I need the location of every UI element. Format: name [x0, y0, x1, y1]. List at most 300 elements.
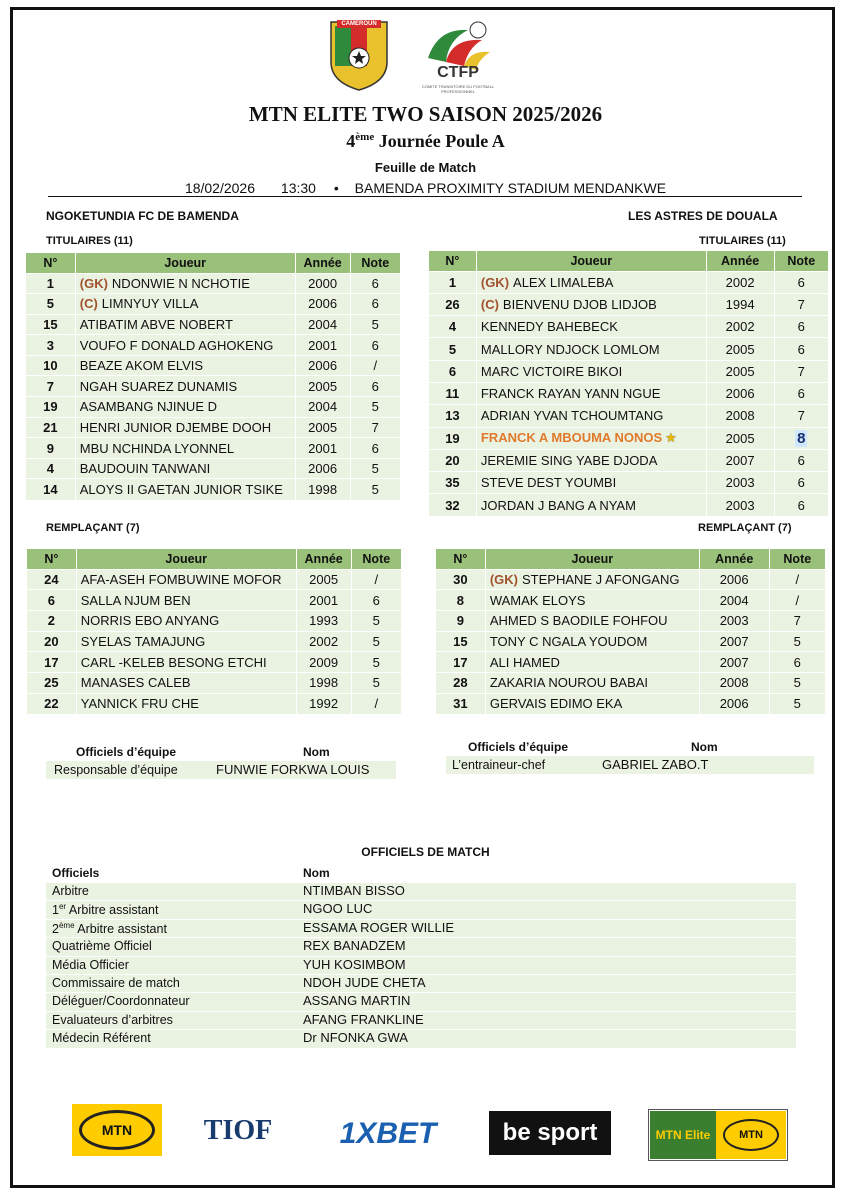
round-rest: Journée Poule A — [374, 131, 505, 151]
player-name-cell — [485, 693, 699, 714]
player-number: 15 — [26, 314, 76, 335]
player-name-cell — [485, 569, 699, 590]
player-name-cell — [476, 316, 706, 338]
player-row — [436, 693, 826, 714]
player-year: 2003 — [706, 472, 774, 494]
round-number: 4 — [346, 131, 356, 151]
player-name: SYELAS TAMAJUNG — [80, 633, 206, 649]
player-number: 13 — [429, 405, 477, 427]
player-number: 8 — [436, 590, 486, 611]
player-name-cell — [75, 438, 295, 459]
player-year: 2003 — [699, 610, 769, 631]
player-name: WAMAK ELOYS — [489, 592, 586, 608]
official-role: Evaluateurs d’arbitres — [52, 1012, 173, 1027]
player-name: MBU NCHINDA LYONNEL — [79, 440, 235, 456]
col-player: Joueur — [75, 253, 295, 273]
player-year: 2003 — [706, 494, 774, 516]
player-row — [429, 382, 829, 404]
player-name: GERVAIS EDIMO EKA — [489, 696, 623, 712]
home-subs-table: N° Joueur Année Note 24 AFA-ASEH FOMBUWINE MOFOR 2005 / 6 SALLA NJUM BEN 2001 6 2 NORRIS EBO ANYANG 1993 5 20 SYELAS TAMAJUNG 2002 5 17 CARL -KELEB BESONG ETCHI 2009 5 25 MANASES CALEB 1998 5 22 YANNICK FRU CHE 1992 / — [26, 549, 401, 714]
player-name: LIMNYUY VILLA — [101, 296, 199, 312]
player-name-cell — [485, 652, 699, 673]
match-officials-title: OFFICIELS DE MATCH — [361, 845, 490, 859]
official-name: ESSAMA ROGER WILLIE — [303, 919, 454, 935]
player-note: 5 — [351, 672, 401, 693]
player-name-cell — [76, 590, 296, 611]
player-name: STEPHANE J AFONGANG — [522, 571, 680, 587]
ctfp-text: CTFP — [437, 64, 479, 81]
player-number: 19 — [26, 397, 76, 418]
player-year: 2006 — [699, 693, 769, 714]
player-year: 2006 — [295, 355, 350, 376]
ctfp-logo — [418, 18, 498, 98]
player-number: 32 — [429, 494, 477, 516]
player-name: MARC VICTOIRE BIKOI — [480, 363, 623, 379]
official-role: Média Officier — [52, 957, 129, 972]
player-number: 19 — [429, 427, 477, 449]
venue: BAMENDA PROXIMITY STADIUM MENDANKWE — [354, 180, 667, 196]
player-role-tag: (GK) — [79, 275, 108, 291]
mtn-elite-logo: MTN Elite MTN — [648, 1109, 788, 1161]
player-number: 4 — [26, 458, 76, 479]
player-number: 22 — [27, 693, 77, 714]
official-role: Médecin Référent — [52, 1031, 151, 1046]
player-year: 2008 — [699, 672, 769, 693]
player-number: 25 — [27, 672, 77, 693]
player-year: 2001 — [296, 590, 351, 611]
official-row — [46, 920, 796, 938]
home-starters-table — [25, 253, 400, 500]
player-name: STEVE DEST YOUMBI — [480, 475, 617, 491]
player-row — [436, 652, 826, 673]
player-note: / — [769, 569, 825, 590]
officials-col-name: Nom — [303, 866, 330, 880]
player-name-cell — [75, 314, 295, 335]
col-num: N° — [26, 253, 76, 273]
player-note: 5 — [351, 652, 401, 673]
player-name-cell — [476, 360, 706, 382]
crest-text: CAMEROUN — [341, 21, 377, 27]
player-row — [26, 335, 401, 356]
player-year: 2005 — [295, 376, 350, 397]
player-name: ALEX LIMALEBA — [513, 274, 614, 290]
player-year: 2005 — [706, 427, 774, 449]
player-note: 7 — [774, 405, 828, 427]
away-official-row — [446, 756, 814, 774]
player-note: 5 — [350, 479, 400, 500]
player-row — [429, 338, 829, 360]
official-name: AFANG FRANKLINE — [303, 1011, 424, 1027]
player-note: 5 — [769, 631, 825, 652]
player-note: 5 — [769, 693, 825, 714]
player-row — [26, 355, 401, 376]
player-row — [436, 631, 826, 652]
player-year: 2005 — [295, 417, 350, 438]
player-name-cell — [476, 494, 706, 516]
player-number: 1 — [26, 273, 76, 294]
player-name-cell — [75, 335, 295, 356]
away-starters-table — [428, 251, 828, 516]
official-role: Quatrième Officiel — [52, 939, 152, 954]
player-name: ZAKARIA NOUROU BABAI — [489, 675, 649, 691]
player-name-cell — [75, 273, 295, 294]
player-number: 17 — [436, 652, 486, 673]
player-year: 2002 — [706, 316, 774, 338]
player-note: 6 — [774, 271, 828, 293]
player-note: 7 — [774, 293, 828, 315]
player-role-tag: (GK) — [489, 571, 518, 587]
1xbet-logo: 1XBET — [339, 1117, 437, 1150]
official-row — [46, 975, 796, 993]
player-number: 20 — [429, 449, 477, 471]
player-name-cell — [485, 610, 699, 631]
home-officials-name-header: Nom — [303, 745, 330, 759]
player-row — [429, 360, 829, 382]
away-starters-label: TITULAIRES (11) — [699, 235, 786, 247]
home-starters-label: TITULAIRES (11) — [46, 235, 133, 247]
player-name-cell — [76, 693, 296, 714]
away-subs-label: REMPLAÇANT (7) — [698, 522, 792, 534]
player-name-cell — [476, 405, 706, 427]
home-official-name: FUNWIE FORKWA LOUIS — [216, 762, 370, 777]
player-name-cell — [476, 271, 706, 293]
player-year: 2004 — [699, 590, 769, 611]
player-number: 14 — [26, 479, 76, 500]
player-row — [436, 610, 826, 631]
player-name-cell — [75, 458, 295, 479]
player-name-cell — [485, 631, 699, 652]
player-row — [436, 672, 826, 693]
player-name: MALLORY NDJOCK LOMLOM — [480, 341, 660, 357]
player-number: 15 — [436, 631, 486, 652]
officials-col-role: Officiels — [52, 866, 100, 880]
player-number: 2 — [27, 610, 77, 631]
player-name: FRANCK A MBOUMA NONOS — [480, 430, 663, 446]
player-note: 6 — [774, 316, 828, 338]
player-name-cell — [476, 382, 706, 404]
player-note: 7 — [769, 610, 825, 631]
player-number: 1 — [429, 271, 477, 293]
col-year: Année — [706, 251, 774, 271]
player-note: 6 — [774, 338, 828, 360]
official-name: ASSANG MARTIN — [303, 993, 411, 1009]
player-number: 17 — [27, 652, 77, 673]
official-role: Commissaire de match — [52, 975, 180, 990]
player-row — [26, 479, 401, 500]
player-name: TONY C NGALA YOUDOM — [489, 633, 648, 649]
player-year: 2005 — [296, 569, 351, 590]
away-officials-header: Officiels d’équipe — [468, 740, 569, 754]
player-name-cell — [75, 376, 295, 397]
player-year: 1994 — [706, 293, 774, 315]
player-year: 2001 — [295, 438, 350, 459]
player-note: 6 — [774, 449, 828, 471]
player-number: 20 — [27, 631, 77, 652]
player-name: HENRI JUNIOR DJEMBE DOOH — [79, 419, 272, 435]
player-name: AHMED S BAODILE FOHFOU — [489, 613, 668, 629]
player-number: 28 — [436, 672, 486, 693]
player-note: / — [350, 355, 400, 376]
player-name-cell — [76, 652, 296, 673]
player-row — [26, 314, 401, 335]
col-num: N° — [429, 251, 477, 271]
player-note: 6 — [350, 273, 400, 294]
player-year: 2007 — [699, 631, 769, 652]
player-name-cell — [75, 479, 295, 500]
official-row — [46, 1030, 796, 1048]
away-team-name: LES ASTRES DE DOUALA — [628, 209, 778, 223]
player-note: 6 — [774, 494, 828, 516]
player-row — [429, 271, 829, 293]
player-name: VOUFO F DONALD AGHOKENG — [79, 337, 274, 353]
player-name-cell — [76, 672, 296, 693]
player-year: 2006 — [706, 382, 774, 404]
player-year: 1992 — [296, 693, 351, 714]
home-team-name: NGOKETUNDIA FC DE BAMENDA — [46, 209, 239, 223]
official-row — [46, 901, 796, 919]
player-row — [26, 438, 401, 459]
player-note: 7 — [774, 360, 828, 382]
player-note: 6 — [769, 652, 825, 673]
player-note: / — [351, 693, 401, 714]
official-name: NTIMBAN BISSO — [303, 883, 405, 898]
player-row — [26, 376, 401, 397]
player-name: ADRIAN YVAN TCHOUMTANG — [480, 408, 664, 424]
match-date: 18/02/2026 — [184, 180, 256, 196]
player-note: 5 — [350, 458, 400, 479]
player-number: 9 — [436, 610, 486, 631]
official-row — [46, 938, 796, 956]
player-role-tag: (C) — [480, 296, 499, 312]
player-note: 6 — [350, 438, 400, 459]
player-row — [26, 397, 401, 418]
player-number: 26 — [429, 293, 477, 315]
player-year: 2006 — [295, 458, 350, 479]
player-year: 2005 — [706, 338, 774, 360]
home-subs-label: REMPLAÇANT (7) — [46, 522, 140, 534]
player-number: 7 — [26, 376, 76, 397]
player-note: 6 — [350, 335, 400, 356]
player-name-cell — [485, 672, 699, 693]
player-row — [26, 294, 401, 315]
player-number: 3 — [26, 335, 76, 356]
official-name: Dr NFONKA GWA — [303, 1030, 408, 1046]
player-number: 9 — [26, 438, 76, 459]
player-year: 2007 — [706, 449, 774, 471]
round-title — [0, 131, 851, 152]
player-name-cell — [75, 294, 295, 315]
tiof-logo: TIOF — [203, 1115, 273, 1146]
player-number: 35 — [429, 472, 477, 494]
official-role: 1er Arbitre assistant — [52, 902, 159, 918]
player-number: 4 — [429, 316, 477, 338]
player-year: 2001 — [295, 335, 350, 356]
player-name-cell — [476, 472, 706, 494]
player-row — [429, 427, 829, 449]
player-number: 5 — [26, 294, 76, 315]
official-role: 2ème Arbitre assistant — [52, 920, 167, 936]
player-year: 1993 — [296, 610, 351, 631]
player-number: 5 — [429, 338, 477, 360]
player-row — [429, 472, 829, 494]
player-number: 10 — [26, 355, 76, 376]
player-note: 5 — [769, 672, 825, 693]
home-official-role: Responsable d’équipe — [54, 763, 178, 777]
player-row — [429, 405, 829, 427]
player-row — [27, 610, 402, 631]
player-name: NDONWIE N NCHOTIE — [111, 275, 250, 291]
player-name: KENNEDY BAHEBECK — [480, 319, 618, 335]
player-name: BAUDOUIN TANWANI — [79, 461, 211, 477]
player-row — [26, 417, 401, 438]
player-row — [429, 494, 829, 516]
away-officials-name-header: Nom — [691, 740, 718, 754]
official-name: YUH KOSIMBOM — [303, 956, 406, 972]
player-row — [27, 631, 402, 652]
official-name: NGOO LUC — [303, 901, 373, 917]
round-sup: ème — [355, 131, 375, 143]
player-name-cell — [75, 355, 295, 376]
player-name-cell — [76, 569, 296, 590]
player-name: MANASES CALEB — [80, 675, 191, 691]
besport-logo: be sport — [489, 1111, 611, 1155]
player-year: 2008 — [706, 405, 774, 427]
player-number: 11 — [429, 382, 477, 404]
player-note: 8 — [774, 427, 828, 449]
player-name: FRANCK RAYAN YANN NGUE — [480, 386, 661, 402]
player-row — [27, 569, 402, 590]
player-year: 2000 — [295, 273, 350, 294]
player-row — [27, 672, 402, 693]
player-row — [27, 652, 402, 673]
player-name-cell — [76, 631, 296, 652]
player-number: 30 — [436, 569, 486, 590]
player-year: 2006 — [699, 569, 769, 590]
player-row — [429, 293, 829, 315]
player-note: / — [769, 590, 825, 611]
player-name: BIENVENU DJOB LIDJOB — [502, 296, 657, 312]
separator-dot: • — [333, 180, 339, 196]
match-officials-list — [46, 883, 796, 1049]
header-rule — [48, 196, 802, 197]
player-name-cell — [76, 610, 296, 631]
player-row — [436, 590, 826, 611]
player-note: 5 — [350, 397, 400, 418]
player-name: JEREMIE SING YABE DJODA — [480, 453, 658, 469]
home-official-row — [46, 761, 396, 779]
player-year: 2002 — [296, 631, 351, 652]
player-year: 2007 — [699, 652, 769, 673]
col-note: Note — [350, 253, 400, 273]
player-name: JORDAN J BANG A NYAM — [480, 497, 636, 513]
player-name: AFA-ASEH FOMBUWINE MOFOR — [80, 571, 282, 587]
player-note: 7 — [350, 417, 400, 438]
player-note: 6 — [351, 590, 401, 611]
player-name-cell — [476, 449, 706, 471]
player-name-cell — [75, 417, 295, 438]
player-year: 2004 — [295, 314, 350, 335]
player-year: 1998 — [296, 672, 351, 693]
cameroon-crest-logo — [327, 18, 391, 92]
player-row — [27, 590, 402, 611]
match-info — [0, 180, 851, 196]
player-row — [27, 693, 402, 714]
player-name: NORRIS EBO ANYANG — [80, 613, 220, 629]
player-number: 6 — [27, 590, 77, 611]
player-row — [429, 316, 829, 338]
player-name-cell — [476, 293, 706, 315]
col-player: Joueur — [476, 251, 706, 271]
player-year: 2005 — [706, 360, 774, 382]
player-number: 6 — [429, 360, 477, 382]
player-row — [436, 569, 826, 590]
official-role: Arbitre — [52, 884, 89, 898]
player-name: BEAZE AKOM ELVIS — [79, 358, 204, 374]
player-note: / — [351, 569, 401, 590]
player-note: 6 — [774, 382, 828, 404]
player-note: 6 — [350, 376, 400, 397]
official-name: REX BANADZEM — [303, 938, 406, 954]
official-row — [46, 957, 796, 975]
match-time: 13:30 — [280, 180, 316, 196]
official-row — [46, 1012, 796, 1030]
player-name: ALI HAMED — [489, 654, 560, 670]
player-role-tag: (C) — [79, 296, 98, 312]
player-note: 6 — [350, 294, 400, 315]
player-name-cell — [485, 590, 699, 611]
player-role-tag: (GK) — [480, 274, 510, 290]
player-name-cell — [476, 338, 706, 360]
player-year: 2002 — [706, 271, 774, 293]
player-note: 5 — [351, 631, 401, 652]
player-name-cell — [476, 427, 706, 449]
player-name: CARL -KELEB BESONG ETCHI — [80, 654, 267, 670]
away-official-role: L’entraineur-chef — [452, 758, 546, 772]
subtitle: Feuille de Match — [374, 160, 477, 175]
player-note: 5 — [351, 610, 401, 631]
page-title: MTN ELITE TWO SAISON 2025/2026 — [248, 102, 603, 126]
col-year: Année — [295, 253, 350, 273]
player-name: ATIBATIM ABVE NOBERT — [79, 316, 233, 332]
away-official-name: GABRIEL ZABO.T — [602, 757, 709, 772]
player-note: 5 — [350, 314, 400, 335]
ctfp-subtext: COMITE TRANSITOIRE DU FOOTBALL PROFESSIONNEL — [421, 84, 495, 94]
player-year: 1998 — [295, 479, 350, 500]
player-number: 31 — [436, 693, 486, 714]
away-subs-table: N° Joueur Année Note 30 (GK) STEPHANE J AFONGANG 2006 / 8 WAMAK ELOYS 2004 / 9 AHMED S BAODILE FOHFOU 2003 7 15 TONY C NGALA YOUDOM 2007 5 17 ALI HAMED 2007 6 28 ZAKARIA NOUROU BABAI 2008 5 31 GERVAIS EDIMO EKA 2006 5 — [435, 549, 825, 714]
star-icon: ★ — [665, 430, 677, 446]
player-row — [26, 458, 401, 479]
player-year: 2004 — [295, 397, 350, 418]
player-name: NGAH SUAREZ DUNAMIS — [79, 378, 238, 394]
player-row — [26, 273, 401, 294]
player-number: 24 — [27, 569, 77, 590]
player-row — [429, 449, 829, 471]
official-name: NDOH JUDE CHETA — [303, 974, 426, 990]
player-note: 6 — [774, 472, 828, 494]
player-name: ASAMBANG NJINUE D — [79, 399, 217, 415]
official-row — [46, 883, 796, 901]
player-name: YANNICK FRU CHE — [80, 696, 199, 712]
col-note: Note — [774, 251, 828, 271]
official-row — [46, 993, 796, 1011]
player-name: SALLA NJUM BEN — [80, 592, 191, 608]
official-role: Déléguer/Coordonnateur — [52, 994, 190, 1009]
player-year: 2006 — [295, 294, 350, 315]
player-name: ALOYS II GAETAN JUNIOR TSIKE — [79, 481, 283, 497]
mtn-logo: MTN — [72, 1104, 162, 1156]
home-officials-header: Officiels d’équipe — [76, 745, 177, 759]
